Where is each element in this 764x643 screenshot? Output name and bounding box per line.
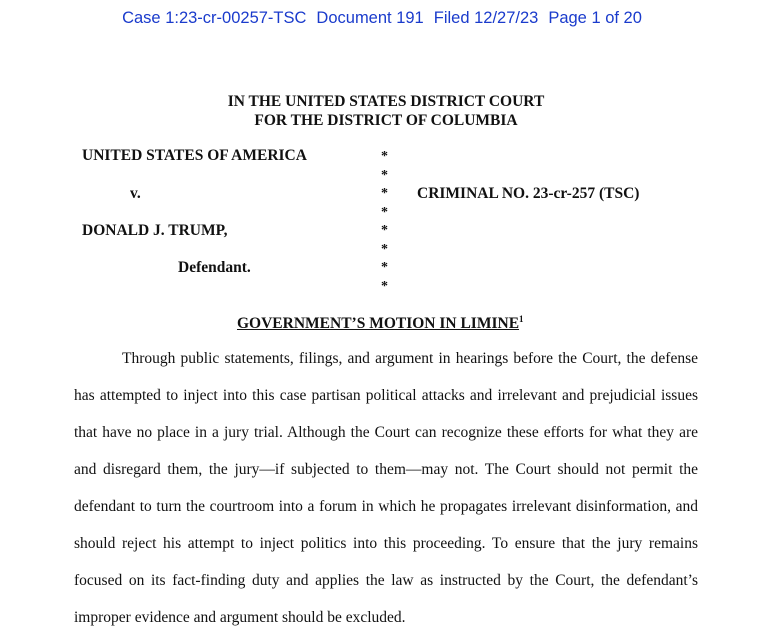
motion-title-text: GOVERNMENT’S MOTION IN LIMINE <box>237 315 520 332</box>
caption-star: * <box>381 241 388 257</box>
caption-star: * <box>381 149 388 164</box>
caption-star: * <box>381 223 388 238</box>
filing-header-stamp <box>0 9 764 28</box>
motion-body <box>74 347 698 643</box>
criminal-case-number: CRIMINAL NO. 23-cr-257 (TSC) <box>417 185 640 202</box>
body-line: has attempted to inject into this case partisan political attacks and irrelevant and prejudicial issues <box>74 387 698 404</box>
versus-label: v. <box>130 185 141 202</box>
page-count-stamp: Page 1 of 20 <box>548 9 642 27</box>
defendant-name: DONALD J. TRUMP, <box>82 222 228 239</box>
document-number-stamp: Document 191 <box>316 9 424 27</box>
court-title-line-2: FOR THE DISTRICT OF COLUMBIA <box>254 112 518 129</box>
case-number-stamp: Case 1:23-cr-00257-TSC <box>122 9 307 27</box>
body-line: focused on its fact-finding duty and applies the law as instructed by the Court, the defendant’s <box>74 572 698 589</box>
body-line: and disregard them, the jury—if subjected to them—may not. The Court should not permit the <box>74 461 698 478</box>
footnote-marker[interactable]: 1 <box>519 314 524 324</box>
court-title <box>0 92 764 130</box>
body-line: Through public statements, filings, and argument in hearings before the Court, the defense <box>122 350 698 367</box>
court-title-line-1: IN THE UNITED STATES DISTRICT COURT <box>227 93 545 110</box>
caption-star-column <box>381 148 388 296</box>
body-line: should reject his attempt to inject politics into this proceeding. To ensure that the jury remains <box>74 535 698 552</box>
motion-title <box>237 314 524 333</box>
caption-star: * <box>381 186 388 201</box>
caption-star: * <box>381 260 388 275</box>
caption-star: * <box>381 278 388 294</box>
filed-date-stamp: Filed 12/27/23 <box>433 9 539 27</box>
body-line: that have no place in a jury trial. Although the Court can recognize these efforts for what they are <box>74 424 698 441</box>
caption-star: * <box>381 204 388 220</box>
body-line: improper evidence and argument should be excluded. <box>74 609 406 626</box>
body-line: defendant to turn the courtroom into a forum in which he propagates irrelevant disinformation, and <box>74 498 698 515</box>
caption-star: * <box>381 167 388 183</box>
plaintiff-name: UNITED STATES OF AMERICA <box>82 147 307 164</box>
defendant-role: Defendant. <box>178 259 251 276</box>
